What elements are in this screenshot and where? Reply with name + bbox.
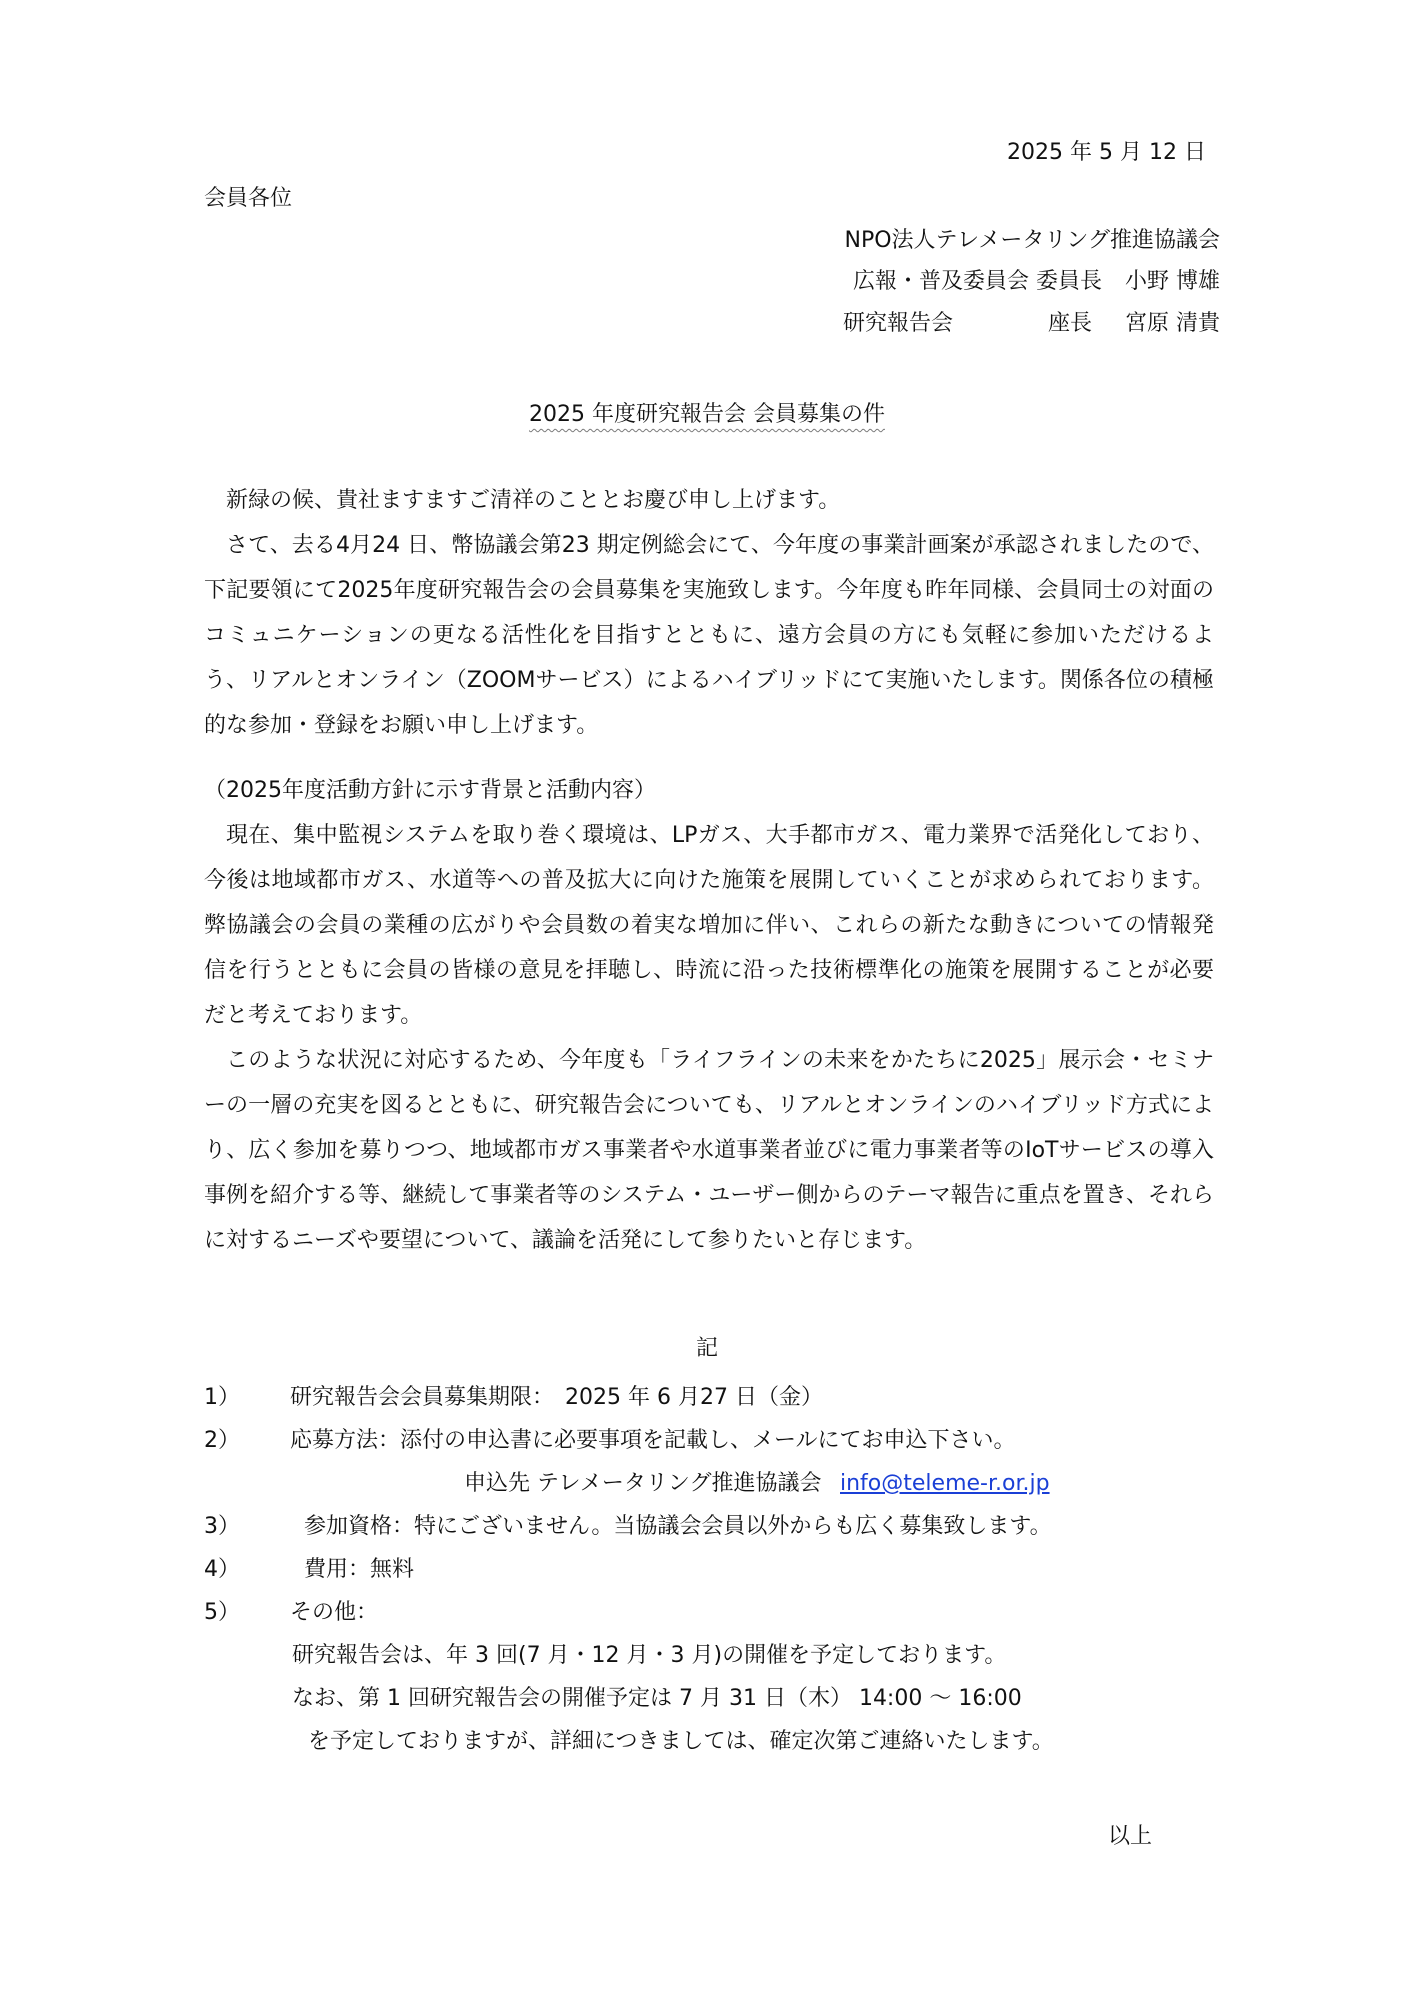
item-number: 1） bbox=[204, 1385, 240, 1410]
item-number: 4） bbox=[204, 1557, 240, 1582]
other-detail-line bbox=[204, 1720, 1214, 1763]
list-item bbox=[204, 1591, 1214, 1634]
list-item bbox=[204, 1419, 1214, 1462]
sender-committee-name: 小野 博雄 bbox=[1125, 269, 1220, 294]
document-date: 2025 年 5 月 12 日 bbox=[1007, 140, 1206, 165]
ki-heading: 記 bbox=[695, 1336, 718, 1361]
item-text: 応募方法：添付の申込書に必要事項を記載し、メールにてお申込下さい。 bbox=[290, 1428, 1016, 1453]
list-item bbox=[204, 1548, 1214, 1591]
other-detail-text: を予定しておりますが、詳細につきましては、確定次第ご連絡いたします。 bbox=[308, 1729, 1054, 1754]
sender-committee-line bbox=[790, 267, 1220, 298]
sender-meeting-name: 宮原 清貴 bbox=[1125, 311, 1220, 336]
greeting-paragraph: 新緑の候、貴社ますますご清祥のこととお慶び申し上げます。 bbox=[226, 488, 841, 513]
sender-committee-role: 広報・普及委員会 委員長 bbox=[853, 269, 1102, 294]
background-paragraph-1: 現在、集中監視システムを取り巻く環境は、LPガス、大手都市ガス、電力業界で活発化しており、今後は地域都市ガス、水道等への普及拡大に向けた施策を展開していくことが求められております。弊協議会の会員の業種の広がりや会員数の着実な増加に伴い、これらの新たな動きについての情報発信を行うとともに会員の皆様の意見を拝聴し、時流に沿った技術標準化の施策を展開することが必要だと考えております。 bbox=[204, 823, 1214, 1028]
contact-line bbox=[204, 1462, 1214, 1505]
item-number: 2） bbox=[204, 1428, 240, 1453]
sender-meeting-role: 研究報告会 bbox=[842, 311, 953, 336]
details-list bbox=[204, 1376, 1214, 1763]
list-item bbox=[204, 1505, 1214, 1548]
background-section bbox=[204, 768, 1214, 1263]
other-detail-line bbox=[204, 1677, 1214, 1720]
item-number: 3） bbox=[204, 1514, 240, 1539]
sender-meeting-line bbox=[790, 309, 1220, 340]
item-number: 5） bbox=[204, 1600, 240, 1625]
sender-meeting-title: 座長 bbox=[1047, 311, 1092, 336]
contact-label: 申込先 テレメータリング推進協議会 bbox=[464, 1471, 822, 1496]
addressee: 会員各位 bbox=[204, 186, 293, 211]
sender-organization: NPO法人テレメータリング推進協議会 bbox=[844, 228, 1220, 253]
item-text: 費用：無料 bbox=[304, 1557, 415, 1582]
item-text: 研究報告会会員募集期限： 2025 年 6 月27 日（金） bbox=[290, 1385, 823, 1410]
other-detail-text: なお、第 1 回研究報告会の開催予定は 7 月 31 日（木） 14:00 ～ 16:00 bbox=[292, 1686, 1022, 1711]
document-title bbox=[0, 400, 1414, 431]
list-item bbox=[204, 1376, 1214, 1419]
background-paragraph-2: このような状況に対応するため、今年度も「ライフラインの未来をかたちに2025」展示会・セミナーの一層の充実を図るとともに、研究報告会についても、リアルとオンラインのハイブリッド方式により、広く参加を募りつつ、地域都市ガス事業者や水道事業者並びに電力事業者等のIoTサービスの導入事例を紹介する等、継続して事業者等のシステム・ユーザー側からのテーマ報告に重点を置き、それらに対するニーズや要望について、議論を活発にして参りたいと存じます。 bbox=[204, 1048, 1214, 1253]
document-title-text: 2025 年度研究報告会 会員募集の件 bbox=[529, 402, 885, 427]
other-detail-text: 研究報告会は、年 3 回(7 月・12 月・3 月)の開催を予定しております。 bbox=[292, 1643, 1007, 1668]
intro-section bbox=[204, 478, 1214, 748]
closing-mark: 以上 bbox=[1107, 1824, 1152, 1849]
item-text: 参加資格：特にございません。当協議会会員以外からも広く募集致します。 bbox=[304, 1514, 1052, 1539]
intro-paragraph: さて、去る4月24 日、幣協議会第23 期定例総会にて、今年度の事業計画案が承認されましたので、下記要領にて2025年度研究報告会の会員募集を実施致します。今年度も昨年同様、会員同士の対面のコミュニケーションの更なる活性化を目指すとともに、遠方会員の方にも気軽に参加いただけるよう、リアルとオンライン（ZOOMサービス）によるハイブリッドにて実施いたします。関係各位の積極的な参加・登録をお願い申し上げます。 bbox=[204, 533, 1215, 738]
background-heading: （2025年度活動方針に示す背景と活動内容） bbox=[204, 778, 656, 803]
item-text: その他： bbox=[290, 1600, 379, 1625]
other-detail-line bbox=[204, 1634, 1214, 1677]
contact-email-link[interactable]: info@teleme-r.or.jp bbox=[840, 1471, 1050, 1496]
